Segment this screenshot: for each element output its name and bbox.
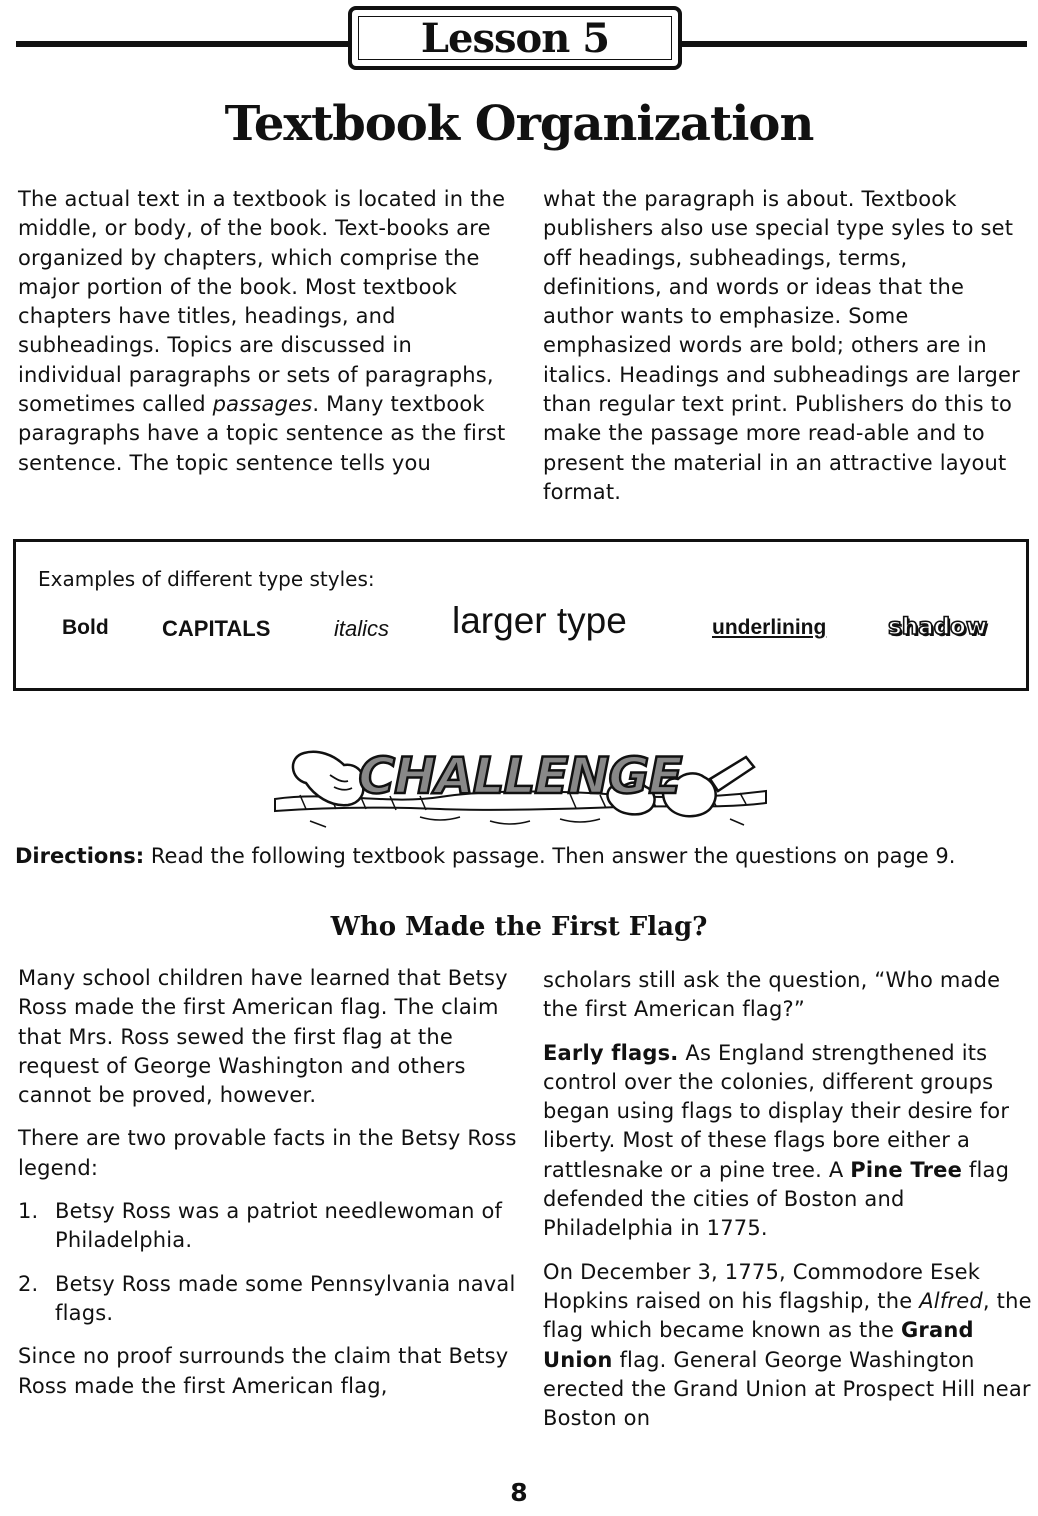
challenge-banner [270,735,770,835]
facts-list [18,1197,518,1328]
page-number: 8 [510,1478,528,1507]
p2-text-a: As England strengthened its control over the colonies, different groups began using flags to display their desire for liberty. Most of these flags bore either a rattlesnake or a pine tree. A [543,1040,1010,1182]
example-underlining: underlining [712,616,827,639]
passage-left-p3: Since no proof surrounds the claim that Betsy Ross made the first American flag, [18,1344,509,1398]
p3-text-c: flag. General George Washington erected the Grand Union at Prospect Hill near Boston on [543,1347,1031,1431]
header-rule-left [16,41,350,47]
example-shadow: shadow [888,614,988,640]
ship-name: Alfred [919,1288,983,1313]
list-item [18,1270,518,1329]
p3-text-b: , the flag which became known as the [543,1288,1032,1343]
early-flags-heading: Early flags. [543,1040,679,1065]
term-grand-union: Grand Union [543,1318,974,1372]
example-italics: italics [334,616,390,641]
passage-right-p2 [543,1039,1033,1244]
example-larger-type: larger type [452,600,627,641]
directions [15,842,1005,871]
type-styles-box [13,539,1029,691]
list-item-text: Betsy Ross made some Pennsylvania naval flags. [55,1271,516,1325]
directions-label: Directions: [15,844,145,868]
motion-lines [310,817,744,827]
list-item-number: 1. [18,1199,39,1224]
passage-left-column [18,964,518,1415]
intro-text-part1: The actual text in a textbook is located in the middle, or body, of the book. Text-books are organized by chapters, which comprise the major portion of the book. Most textbook chapters have titles, headings, and subheadings. Topics are discussed in individual paragraphs or sets of paragraphs, sometimes called [18,187,506,417]
passage-right-column [543,966,1033,1447]
term-passages: passages [212,392,313,417]
passage-title: Who Made the First Flag? [330,912,708,942]
passage-left-p2: There are two provable facts in the Betsy Ross legend: [18,1126,517,1180]
example-capitals: CAPITALS [162,616,271,641]
intro-right-text: what the paragraph is about. Textbook publishers also use special type syles to set off headings, subheadings, terms, definitions, and words or ideas that the author wants to emphasize. Some emphasized words are bold; others are in italics. Headings and subheadings are larger than regular text print. Publishers do this to make the passage more read-able and to present the material in an attractive layout format. [543,187,1021,504]
challenge-text: CHALLENGE [358,747,682,805]
lesson-banner [348,6,682,70]
passage-right-p1: scholars still ask the question, “Who made the first American flag?” [543,968,1001,1022]
p3-text-a: On December 3, 1775, Commodore Esek Hopkins raised on his flagship, the [543,1259,981,1313]
intro-text-part2: . Many textbook paragraphs have a topic sentence as the first sentence. The topic sentence tells you [18,392,506,475]
list-item-number: 2. [18,1271,39,1296]
intro-right-column [543,185,1033,521]
lesson-label: Lesson 5 [358,16,672,60]
example-bold: Bold [62,616,109,639]
page-title: Textbook Organization [224,96,814,152]
intro-left-column [18,185,518,492]
passage-left-p1: Many school children have learned that Betsy Ross made the first American flag. The claim that Mrs. Ross sewed the first flag at the request of George Washington and others cannot be proved, however. [18,966,508,1108]
directions-text: Read the following textbook passage. Then answer the questions on page 9. [144,844,956,868]
term-pine-tree: Pine Tree [850,1157,963,1182]
list-item-text: Betsy Ross was a patriot needlewoman of Philadelphia. [55,1199,503,1253]
list-item [18,1197,518,1256]
type-styles-label: Examples of different type styles: [38,567,375,591]
header-rule-right [680,41,1027,47]
p2-text-b: flag defended the cities of Boston and Philadelphia in 1775. [543,1157,1010,1241]
passage-right-p3 [543,1258,1033,1434]
